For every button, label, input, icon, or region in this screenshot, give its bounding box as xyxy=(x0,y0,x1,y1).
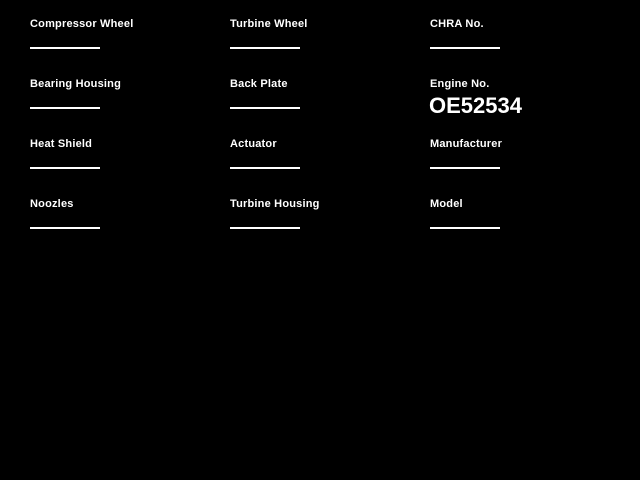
field-noozles[interactable] xyxy=(30,198,225,256)
field-label: Bearing Housing xyxy=(30,78,122,90)
field-label: Turbine Wheel xyxy=(230,18,308,30)
field-chra-no[interactable] xyxy=(430,18,625,76)
field-turbine-housing[interactable] xyxy=(230,198,425,256)
field-actuator[interactable] xyxy=(230,138,425,196)
field-blank-underline xyxy=(30,107,100,109)
field-blank-underline xyxy=(430,227,500,229)
field-blank-underline xyxy=(30,47,100,49)
field-blank-underline xyxy=(30,227,100,229)
field-label: Turbine Housing xyxy=(230,198,320,210)
field-bearing-housing[interactable] xyxy=(30,78,225,136)
field-label: Model xyxy=(430,198,463,210)
field-label: Compressor Wheel xyxy=(30,18,134,30)
field-blank-underline xyxy=(430,167,500,169)
field-back-plate[interactable] xyxy=(230,78,425,136)
field-blank-underline xyxy=(230,47,300,49)
field-blank-underline xyxy=(30,167,100,169)
field-label: Actuator xyxy=(230,138,277,150)
field-compressor-wheel[interactable] xyxy=(30,18,225,76)
field-label: Back Plate xyxy=(230,78,288,90)
field-blank-underline xyxy=(230,227,300,229)
field-engine-no[interactable] xyxy=(430,78,625,136)
field-model[interactable] xyxy=(430,198,625,256)
engine-no-value: OE52534 xyxy=(429,93,522,118)
field-blank-underline xyxy=(430,47,500,49)
field-label: Manufacturer xyxy=(430,138,503,150)
field-label: Heat Shield xyxy=(30,138,93,150)
field-blank-underline xyxy=(230,167,300,169)
field-label: Noozles xyxy=(30,198,74,210)
field-heat-shield[interactable] xyxy=(30,138,225,196)
field-turbine-wheel[interactable] xyxy=(230,18,425,76)
field-label: CHRA No. xyxy=(430,18,484,30)
field-blank-underline xyxy=(230,107,300,109)
field-label: Engine No. xyxy=(430,78,490,90)
field-manufacturer[interactable] xyxy=(430,138,625,196)
